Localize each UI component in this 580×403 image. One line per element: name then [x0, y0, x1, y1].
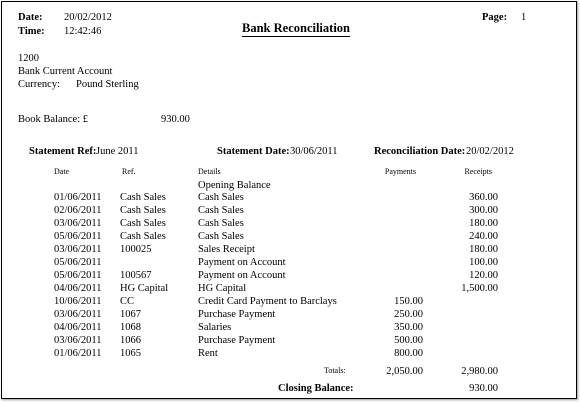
closing-balance-value: 930.00 [469, 383, 498, 394]
row-details: Payment on Account [198, 257, 286, 268]
totals-payments: 2,050.00 [386, 366, 423, 377]
col-ref: Ref. [122, 167, 136, 176]
statement-ref-label: Statement Ref: [29, 146, 97, 157]
col-payments: Payments [384, 167, 416, 176]
row-date: 01/06/2011 [54, 348, 102, 359]
table-row [2, 335, 576, 348]
table-row [2, 322, 576, 335]
row-date: 05/06/2011 [54, 270, 102, 281]
col-date: Date [54, 167, 70, 176]
row-ref: 1066 [120, 335, 141, 346]
time-label: Time: [18, 26, 45, 37]
row-ref: CC [120, 296, 135, 307]
row-date: 10/06/2011 [54, 296, 102, 307]
row-ref: 1065 [120, 348, 141, 359]
row-receipt: 240.00 [469, 231, 498, 242]
row-ref: 1068 [120, 322, 141, 333]
time-value: 12:42:46 [64, 26, 102, 37]
report-page [1, 1, 577, 399]
row-ref: HG Capital [120, 283, 169, 294]
row-ref: 1067 [120, 309, 141, 320]
table-row [2, 348, 576, 361]
row-ref: Cash Sales [120, 192, 166, 203]
row-date: 03/06/2011 [54, 309, 102, 320]
totals-label: Totals: [324, 366, 346, 375]
row-receipt: 100.00 [469, 257, 498, 268]
col-receipts: Receipts [464, 167, 492, 176]
row-date: 03/06/2011 [54, 335, 102, 346]
col-details: Details [198, 167, 221, 176]
table-row [2, 283, 576, 296]
row-details: Payment on Account [198, 270, 286, 281]
book-balance-value: 930.00 [161, 114, 190, 125]
row-ref: Cash Sales [120, 231, 166, 242]
row-date: 02/06/2011 [54, 205, 102, 216]
account-code: 1200 [18, 53, 39, 64]
statement-date-value: 30/06/2011 [290, 146, 338, 157]
book-balance-label: Book Balance: £ [18, 114, 88, 125]
row-receipt: 300.00 [469, 205, 498, 216]
currency-value: Pound Sterling [76, 79, 139, 90]
row-ref: Cash Sales [120, 218, 166, 229]
currency-label: Currency: [18, 79, 60, 90]
account-name: Bank Current Account [18, 66, 113, 77]
row-payment: 350.00 [394, 322, 423, 333]
row-date: 05/06/2011 [54, 231, 102, 242]
table-row [2, 205, 576, 218]
table-row [2, 257, 576, 270]
reconciliation-date-label: Reconciliation Date: [374, 146, 466, 157]
row-details: Cash Sales [198, 192, 244, 203]
row-date: 03/06/2011 [54, 244, 102, 255]
row-receipt: 120.00 [469, 270, 498, 281]
statement-ref-value: June 2011 [96, 146, 139, 157]
row-date: 04/06/2011 [54, 322, 102, 333]
row-details: HG Capital [198, 283, 247, 294]
date-label: Date: [18, 12, 43, 23]
row-payment: 250.00 [394, 309, 423, 320]
table-row [2, 296, 576, 309]
row-date: 05/06/2011 [54, 257, 102, 268]
reconciliation-date-value: 20/02/2012 [466, 146, 514, 157]
row-receipt: 180.00 [469, 218, 498, 229]
row-receipt: 1,500.00 [461, 283, 498, 294]
row-receipt: 180.00 [469, 244, 498, 255]
row-ref: Cash Sales [120, 205, 166, 216]
table-row [2, 270, 576, 283]
row-details: Purchase Payment [198, 335, 276, 346]
statement-date-label: Statement Date: [217, 146, 290, 157]
table-row [2, 244, 576, 257]
row-details: Cash Sales [198, 231, 244, 242]
row-payment: 500.00 [394, 335, 423, 346]
table-row [2, 231, 576, 244]
closing-balance-label: Closing Balance: [278, 383, 354, 394]
column-headers [2, 167, 576, 180]
page-number: 1 [521, 12, 527, 23]
row-receipt: 360.00 [469, 192, 498, 203]
table-row [2, 192, 576, 205]
row-ref: 100025 [120, 244, 152, 255]
row-ref: 100567 [120, 270, 152, 281]
row-details: Cash Sales [198, 205, 244, 216]
row-details: Purchase Payment [198, 309, 276, 320]
totals-receipts: 2,980.00 [461, 366, 498, 377]
row-payment: 150.00 [394, 296, 423, 307]
row-payment: 800.00 [394, 348, 423, 359]
row-details: Credit Card Payment to Barclays [198, 296, 337, 307]
row-details: Cash Sales [198, 218, 244, 229]
report-title: Bank Reconciliation [242, 21, 350, 35]
row-details: Sales Receipt [198, 244, 255, 255]
row-date: 04/06/2011 [54, 283, 102, 294]
table-row [2, 218, 576, 231]
row-details: Salaries [198, 322, 232, 333]
row-details: Rent [198, 348, 218, 359]
row-date: 03/06/2011 [54, 218, 102, 229]
table-row [2, 309, 576, 322]
opening-balance-label: Opening Balance [198, 180, 271, 191]
page-label: Page: [482, 12, 508, 23]
row-date: 01/06/2011 [54, 192, 102, 203]
date-value: 20/02/2012 [64, 12, 112, 23]
